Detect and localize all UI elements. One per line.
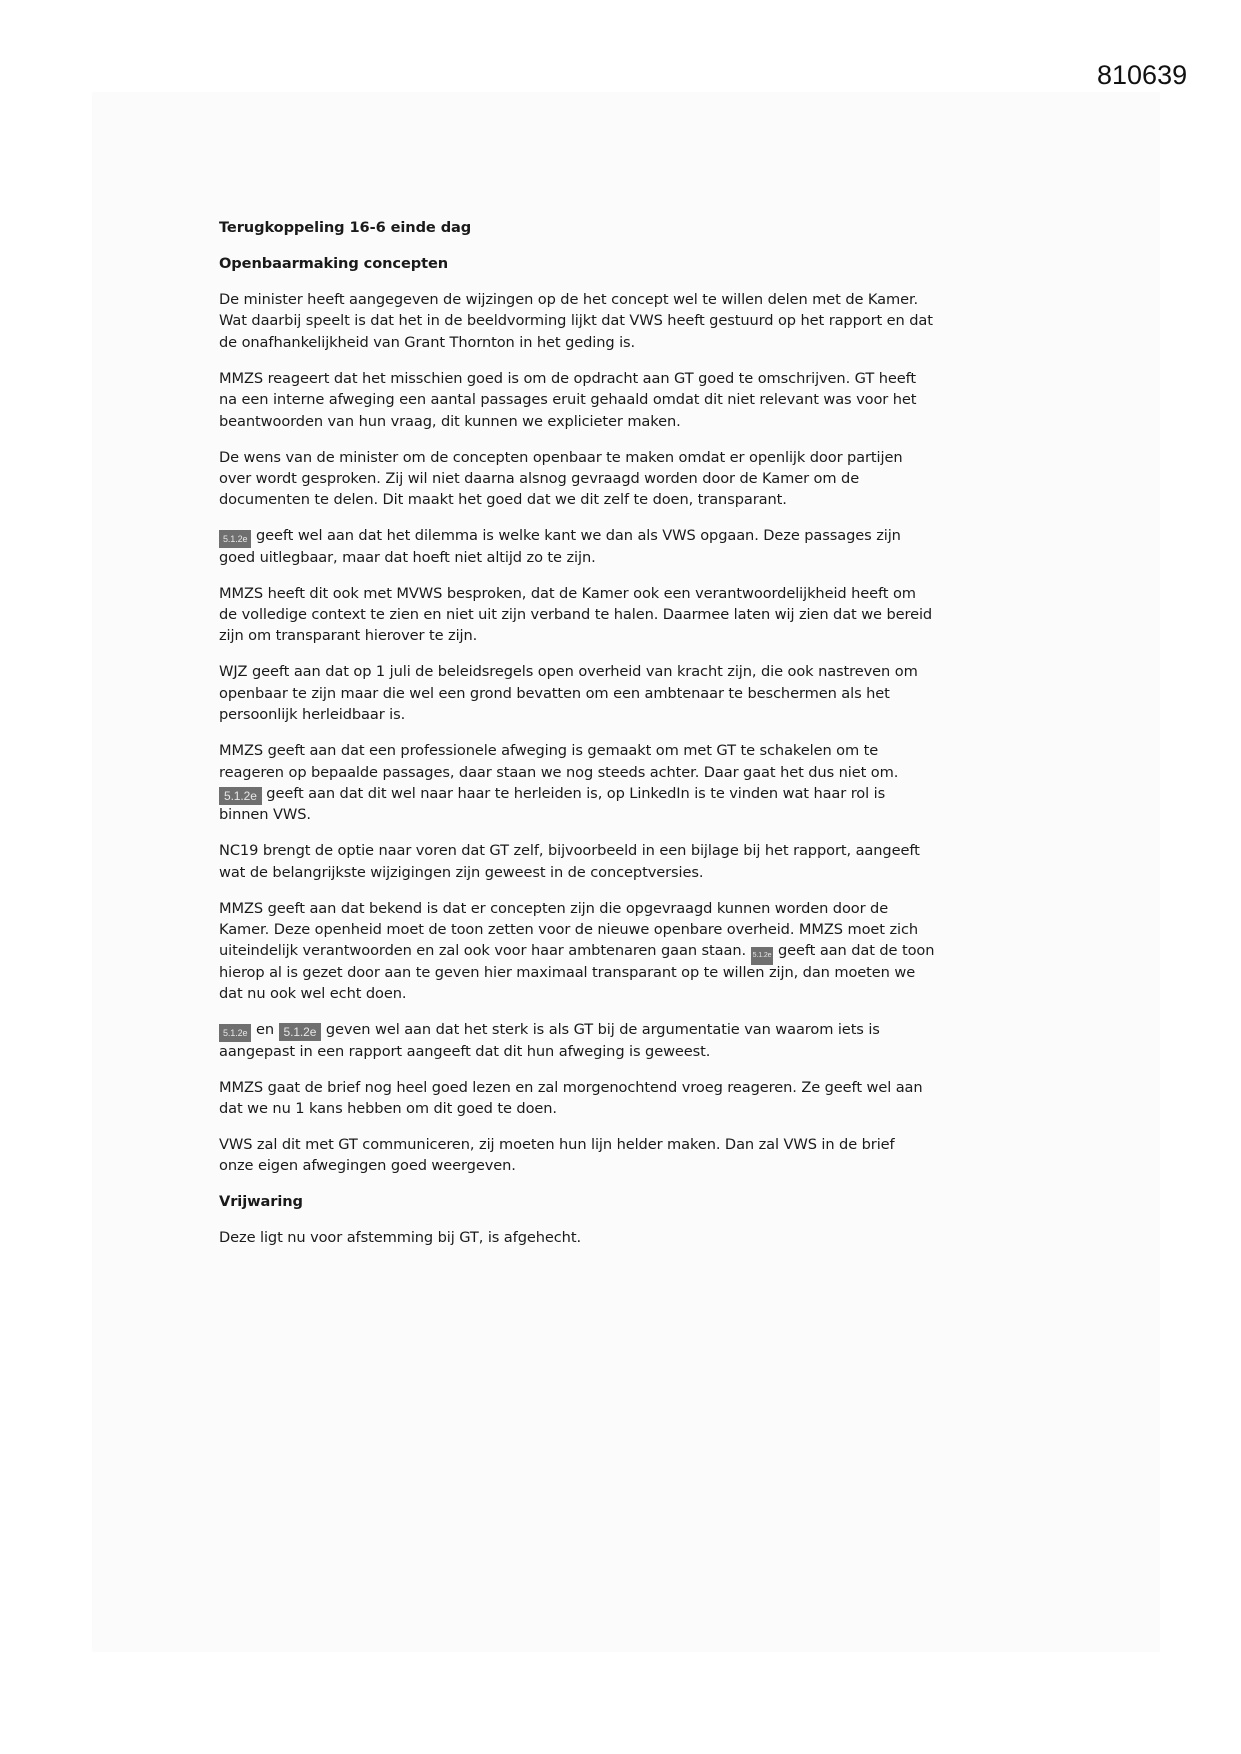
text-segment: hierop al is gezet door aan te geven hier maximaal transparant op te willen zijn, dan moeten we bbox=[219, 963, 916, 981]
text-line bbox=[219, 411, 1059, 432]
paragraph bbox=[219, 583, 1059, 647]
text-segment: binnen VWS. bbox=[219, 806, 311, 824]
text-segment: uiteindelijk verantwoorden en zal ook voor haar ambtenaren gaan staan. bbox=[219, 942, 751, 960]
text-line bbox=[219, 547, 1059, 568]
paragraph bbox=[219, 1227, 1059, 1248]
text-segment: Kamer. Deze openheid moet de toon zetten voor de nieuwe openbare overheid. MMZS moet zich bbox=[219, 921, 919, 939]
text-line bbox=[219, 1134, 1059, 1155]
text-line bbox=[219, 1098, 1059, 1119]
text-segment: persoonlijk herleidbaar is. bbox=[219, 706, 406, 724]
text-line bbox=[219, 310, 1059, 331]
text-line bbox=[219, 661, 1059, 682]
text-segment: De wens van de minister om de concepten openbaar te maken omdat er openlijk door partijen bbox=[219, 448, 903, 466]
text-line bbox=[219, 1019, 1059, 1040]
paragraph bbox=[219, 447, 1059, 511]
text-line bbox=[219, 1077, 1059, 1098]
text-segment: wat de belangrijkste wijzigingen zijn geweest in de conceptversies. bbox=[219, 863, 704, 881]
text-segment: de volledige context te zien en niet uit zijn verband te halen. Daarmee laten wij zien dat we bereid bbox=[219, 606, 933, 624]
text-segment: dat nu ook wel echt doen. bbox=[219, 985, 407, 1003]
redaction-box: 5.1.2e bbox=[219, 530, 251, 548]
text-segment: en bbox=[251, 1021, 279, 1039]
text-segment: MMZS reageert dat het misschien goed is om de opdracht aan GT goed te omschrijven. GT heeft bbox=[219, 369, 917, 387]
text-segment: geeft aan dat de toon bbox=[773, 942, 935, 960]
text-line bbox=[219, 1155, 1059, 1176]
text-segment: goed uitlegbaar, maar dat hoeft niet altijd zo te zijn. bbox=[219, 548, 596, 566]
text-segment: geeft aan dat dit wel naar haar te herleiden is, op LinkedIn is te vinden wat haar rol is bbox=[261, 784, 886, 802]
text-line bbox=[219, 1041, 1059, 1062]
text-line bbox=[219, 804, 1059, 825]
text-line bbox=[219, 862, 1059, 883]
paragraph bbox=[219, 898, 1059, 1005]
text-segment: Vrijwaring bbox=[219, 1193, 303, 1211]
text-segment: Deze ligt nu voor afstemming bij GT, is afgehecht. bbox=[219, 1229, 581, 1247]
text-line bbox=[219, 740, 1059, 761]
text-segment: na een interne afweging een aantal passages eruit gehaald omdat dit niet relevant was voor het bbox=[219, 391, 917, 409]
text-line bbox=[219, 604, 1059, 625]
redaction-box: 5.1.2e bbox=[751, 947, 774, 965]
text-segment: geeft wel aan dat het dilemma is welke kant we dan als VWS opgaan. Deze passages zijn bbox=[251, 527, 901, 545]
text-line bbox=[219, 704, 1059, 725]
text-line bbox=[219, 1191, 1059, 1212]
text-line bbox=[219, 762, 1059, 783]
text-line bbox=[219, 625, 1059, 646]
paragraph bbox=[219, 1019, 1059, 1062]
text-segment: documenten te delen. Dit maakt het goed dat we dit zelf te doen, transparant. bbox=[219, 491, 787, 509]
text-segment: Openbaarmaking concepten bbox=[219, 254, 449, 272]
text-segment: dat we nu 1 kans hebben om dit goed te doen. bbox=[219, 1100, 557, 1118]
paragraph bbox=[219, 1077, 1059, 1120]
text-segment: Wat daarbij speelt is dat het in de beeldvorming lijkt dat VWS heeft gestuurd op het rapport en dat bbox=[219, 312, 933, 330]
text-segment: WJZ geeft aan dat op 1 juli de beleidsregels open overheid van kracht zijn, die ook nastreven om bbox=[219, 663, 918, 681]
text-segment: zijn om transparant hierover te zijn. bbox=[219, 627, 478, 645]
redaction-box: 5.1.2e bbox=[219, 787, 262, 805]
paragraph bbox=[219, 740, 1059, 826]
paragraph bbox=[219, 1134, 1059, 1177]
redaction-box: 5.1.2e bbox=[279, 1023, 322, 1041]
text-segment: MMZS gaat de brief nog heel goed lezen en zal morgenochtend vroeg reageren. Ze geeft wel aan bbox=[219, 1078, 923, 1096]
text-segment: geven wel aan dat het sterk is als GT bij de argumentatie van waarom iets is bbox=[321, 1021, 880, 1039]
text-segment: MMZS geeft aan dat een professionele afweging is gemaakt om met GT te schakelen om te bbox=[219, 742, 879, 760]
text-line bbox=[219, 447, 1059, 468]
text-line bbox=[219, 489, 1059, 510]
text-line bbox=[219, 468, 1059, 489]
text-segment: beantwoorden van hun vraag, dit kunnen we explicieter maken. bbox=[219, 412, 681, 430]
text-segment: MMZS heeft dit ook met MVWS besproken, dat de Kamer ook een verantwoordelijkheid heeft om bbox=[219, 584, 916, 602]
text-segment: over wordt gesproken. Zij wil niet daarna alsnog gevraagd worden door de Kamer om de bbox=[219, 469, 860, 487]
paragraph bbox=[219, 525, 1059, 568]
text-line bbox=[219, 253, 1059, 274]
text-line bbox=[219, 389, 1059, 410]
text-line bbox=[219, 289, 1059, 310]
text-segment: De minister heeft aangegeven de wijzingen op de het concept wel te willen delen met de Kamer. bbox=[219, 290, 919, 308]
text-segment: VWS zal dit met GT communiceren, zij moeten hun lijn helder maken. Dan zal VWS in de brief bbox=[219, 1136, 895, 1153]
text-segment: NC19 brengt de optie naar voren dat GT zelf, bijvoorbeeld in een bijlage bij het rapport, aangeeft bbox=[219, 842, 920, 860]
text-line bbox=[219, 983, 1059, 1004]
text-line bbox=[219, 1227, 1059, 1248]
text-line bbox=[219, 898, 1059, 919]
paragraph bbox=[219, 661, 1059, 725]
paragraph bbox=[219, 368, 1059, 432]
text-segment: openbaar te zijn maar die wel een grond bevatten om een ambtenaar te beschermen als het bbox=[219, 684, 890, 702]
text-segment: reageren op bepaalde passages, daar staan we nog steeds achter. Daar gaat het dus niet om. bbox=[219, 763, 899, 781]
text-line bbox=[219, 368, 1059, 389]
text-line bbox=[219, 919, 1059, 940]
text-line bbox=[219, 525, 1059, 546]
redaction-box: 5.1.2e bbox=[219, 1024, 251, 1042]
text-line bbox=[219, 217, 1059, 238]
paragraph bbox=[219, 840, 1059, 883]
section-heading bbox=[219, 1191, 1059, 1212]
section-heading bbox=[219, 217, 1059, 238]
text-segment: MMZS geeft aan dat bekend is dat er concepten zijn die opgevraagd kunnen worden door de bbox=[219, 899, 889, 917]
text-line bbox=[219, 962, 1059, 983]
text-segment: onze eigen afwegingen goed weergeven. bbox=[219, 1157, 516, 1175]
text-segment: de onafhankelijkheid van Grant Thornton in het geding is. bbox=[219, 333, 636, 351]
text-line bbox=[219, 583, 1059, 604]
text-line bbox=[219, 840, 1059, 861]
text-segment: Terugkoppeling 16-6 einde dag bbox=[219, 219, 472, 236]
text-line bbox=[219, 783, 1059, 804]
document-body bbox=[219, 217, 1059, 1263]
document-number: 810639 bbox=[1097, 60, 1188, 90]
text-line bbox=[219, 683, 1059, 704]
text-line bbox=[219, 940, 1059, 961]
section-heading bbox=[219, 253, 1059, 274]
text-segment: aangepast in een rapport aangeeft dat dit hun afweging is geweest. bbox=[219, 1042, 711, 1060]
text-line bbox=[219, 332, 1059, 353]
paragraph bbox=[219, 289, 1059, 353]
